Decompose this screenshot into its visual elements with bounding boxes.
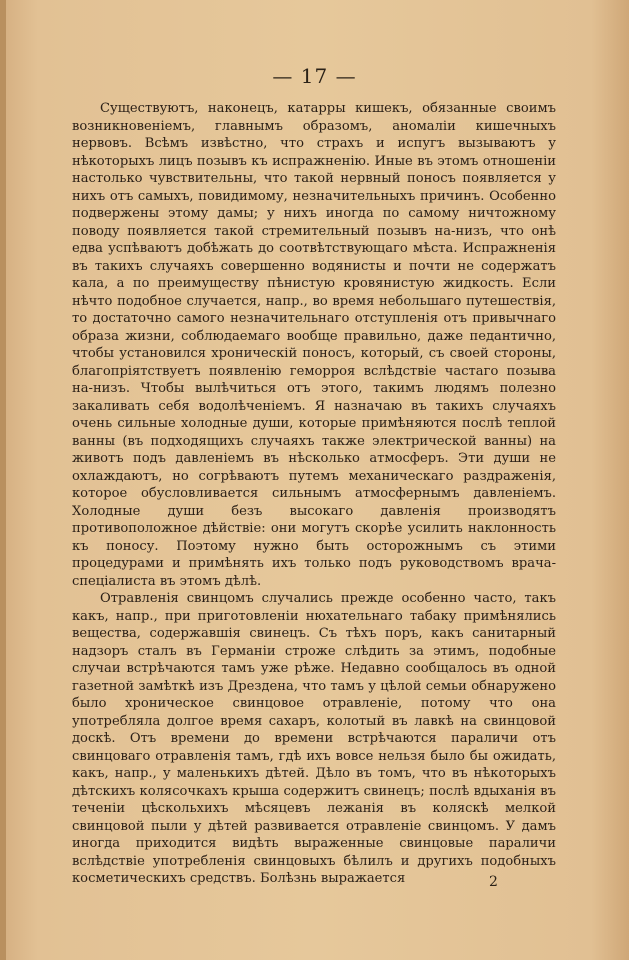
paragraph-lead-poisoning: Отравленія свинцомъ случались прежде особенно часто, такъ какъ, напр., при приготовленіи нюхательнаго табаку примѣнялись вещества, содержавшія свинецъ. Съ тѣхъ поръ, какъ санитарный надзоръ сталъ въ Германіи строже слѣдить за этимъ, подобные случаи встрѣчаются тамъ уже рѣже. Недавно сообщалось въ одной газетной замѣткѣ изъ Дрездена, что тамъ у цѣлой семьи обнаружено было хроническое свинцовое отравленіе, потому что она употребляла долгое время сахаръ, колотый въ лавкѣ на свинцовой доскѣ. Отъ времени до времени встрѣчаются параличи отъ свинцоваго отравленія тамъ, гдѣ ихъ вовсе нельзя было бы ожидать, какъ, напр., у маленькихъ дѣтей. Дѣло въ томъ, что въ нѣкоторыхъ дѣтскихъ колясочкахъ крыша содержитъ свинецъ; послѣ вдыханія въ теченіи цѣскольхихъ мѣсяцевъ лежанія въ коляскѣ мелкой свинцовой пыли у дѣтей развивается отравленіе свинцомъ. У дамъ иногда приходится видѣть выраженные свинцовые параличи вслѣдствіе употребленія свинцовыхъ бѣлилъ и другихъ подобныхъ косметическихъ средствъ. Болѣзнь выражается [72, 591, 556, 886]
page-binding-edge [0, 0, 6, 960]
signature-mark: 2 [489, 874, 498, 890]
body-text [72, 100, 556, 888]
paragraph-diarrhea: Существуютъ, наконецъ, катарры кишекъ, обязанные своимъ возникновеніемъ, главнымъ образомъ, аномаліи кишечныхъ нервовъ. Всѣмъ извѣстно, что страхъ и испугъ вызываютъ у нѣкоторыхъ лицъ позывъ къ испражненію. Иные въ этомъ отношеніи настолько чувствительны, что такой нервный поносъ появляется у нихъ отъ самыхъ, повидимому, незначительныхъ причинъ. Особенно подвержены этому дамы; у нихъ иногда по самому ничтожному поводу появляется такой стремительный позывъ на-низъ, что онѣ едва успѣваютъ добѣжать до соотвѣтствующаго мѣста. Испражненія въ такихъ случаяхъ совершенно водянисты и почти не содержатъ кала, а по преимуществу пѣнистую кровянистую жидкость. Если нѣчто подобное случается, напр., во время небольшаго путешествія, то достаточно самого незначительнаго отступленія отъ привычнаго образа жизни, соблюдаемаго вообще правильно, даже педантично, чтобы установился хроническій поносъ, который, съ своей стороны, благопріятствуетъ появленію геморроя вслѣдствіе частаго позыва на-низъ. Чтобы вылѣчиться отъ этого, такимъ людямъ полезно закаливать себя водолѣченіемъ. Я назначаю въ такихъ случаяхъ очень сильные холодные души, которые примѣняются послѣ теплой ванны (въ подходящихъ случаяхъ также электрической ванны) на животъ подъ давленіемъ въ нѣсколько атмосферъ. Эти души не охлаждаютъ, но согрѣваютъ путемъ механическаго раздраженія, которое обусловливается сильнымъ атмосфернымъ давленіемъ. Холодные души безъ высокаго давленія производятъ противоположное дѣйствіе: они могутъ скорѣе усилить наклонность къ поносу. Поэтому нужно быть осторожнымъ съ этими процедурами и примѣнять ихъ только подъ руководствомъ врача-спеціалиста въ этомъ дѣлѣ. [72, 101, 556, 589]
page-number-header: — 17 — [272, 64, 357, 88]
